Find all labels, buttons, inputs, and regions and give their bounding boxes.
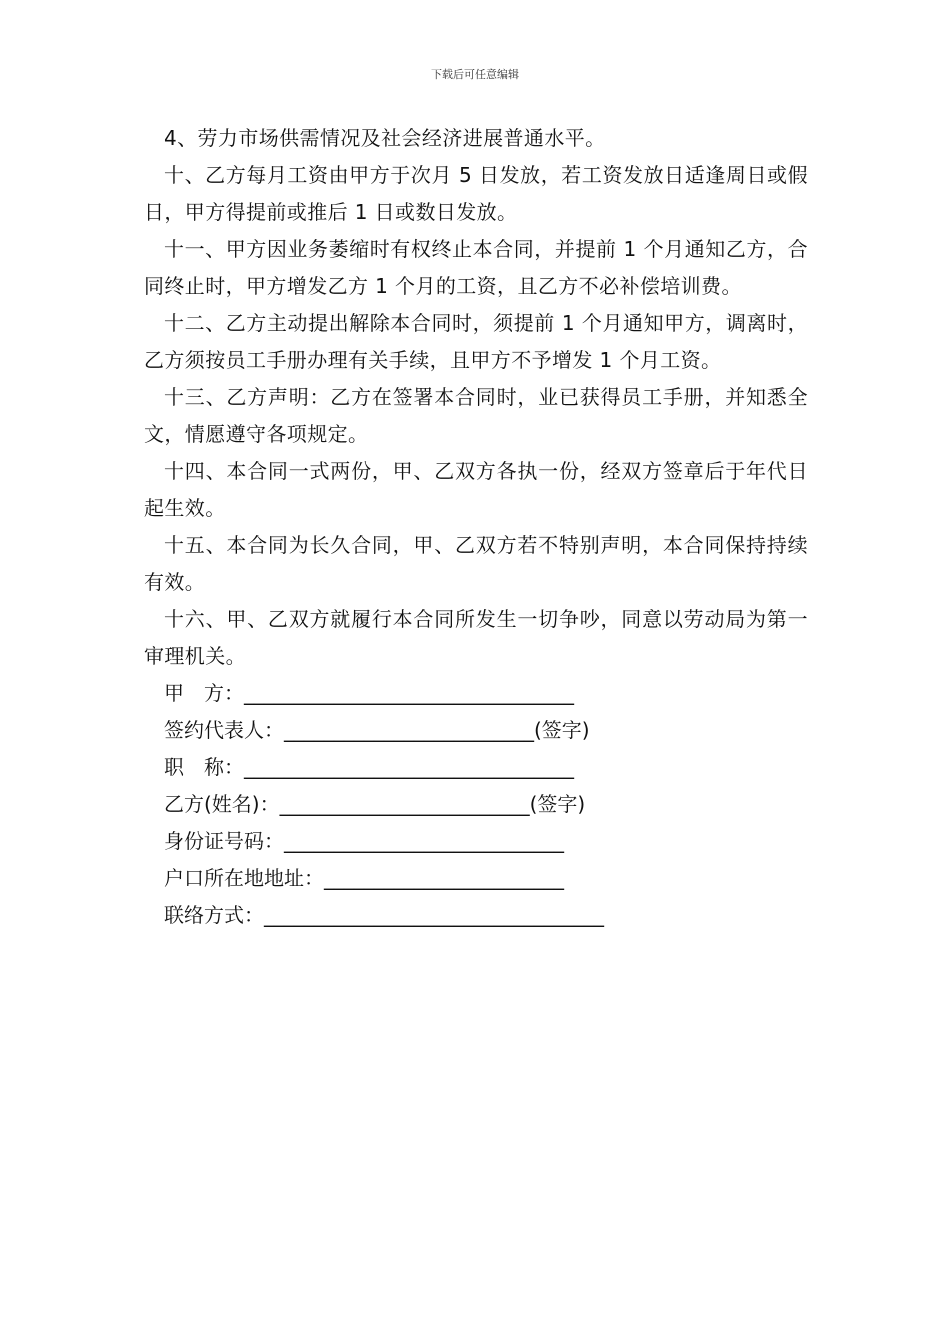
clause-10: 十、乙方每月工资由甲方于次月 5 日发放，若工资发放日适逢周日或假日，甲方得提前或推后 1 日或数日发放。 (144, 163, 808, 224)
clause-15: 十五、本合同为长久合同，甲、乙双方若不特别声明，本合同保持持续有效。 (144, 533, 808, 594)
clause-13: 十三、乙方声明：乙方在签署本合同时，业已获得员工手册，并知悉全文，情愿遵守各项规定。 (144, 385, 808, 446)
page-header: 下载后可任意编辑 (431, 68, 519, 81)
representative-field: 签约代表人：_________________________(签字) (164, 718, 590, 742)
title-field: 职 称：_________________________________ (164, 755, 574, 779)
clause-4: 4、劳力市场供需情况及社会经济进展普通水平。 (164, 126, 606, 150)
party-b-name-field: 乙方(姓名)：_________________________(签字) (164, 792, 586, 816)
clause-16: 十六、甲、乙双方就履行本合同所发生一切争吵，同意以劳动局为第一审理机关。 (144, 607, 808, 668)
party-a-field: 甲 方：_________________________________ (164, 681, 574, 705)
clause-12: 十二、乙方主动提出解除本合同时，须提前 1 个月通知甲方，调离时，乙方须按员工手册办理有关手续，且甲方不予增发 1 个月工资。 (144, 311, 808, 372)
contact-field: 联络方式：__________________________________ (164, 903, 604, 927)
clause-11: 十一、甲方因业务萎缩时有权终止本合同，并提前 1 个月通知乙方，合同终止时，甲方增发乙方 1 个月的工资，且乙方不必补偿培训费。 (144, 237, 808, 298)
clause-14: 十四、本合同一式两份，甲、乙双方各执一份，经双方签章后于年代日起生效。 (144, 459, 808, 520)
contract-body (144, 120, 808, 934)
id-number-field: 身份证号码：____________________________ (164, 829, 564, 853)
household-address-field: 户口所在地地址：________________________ (164, 866, 564, 890)
